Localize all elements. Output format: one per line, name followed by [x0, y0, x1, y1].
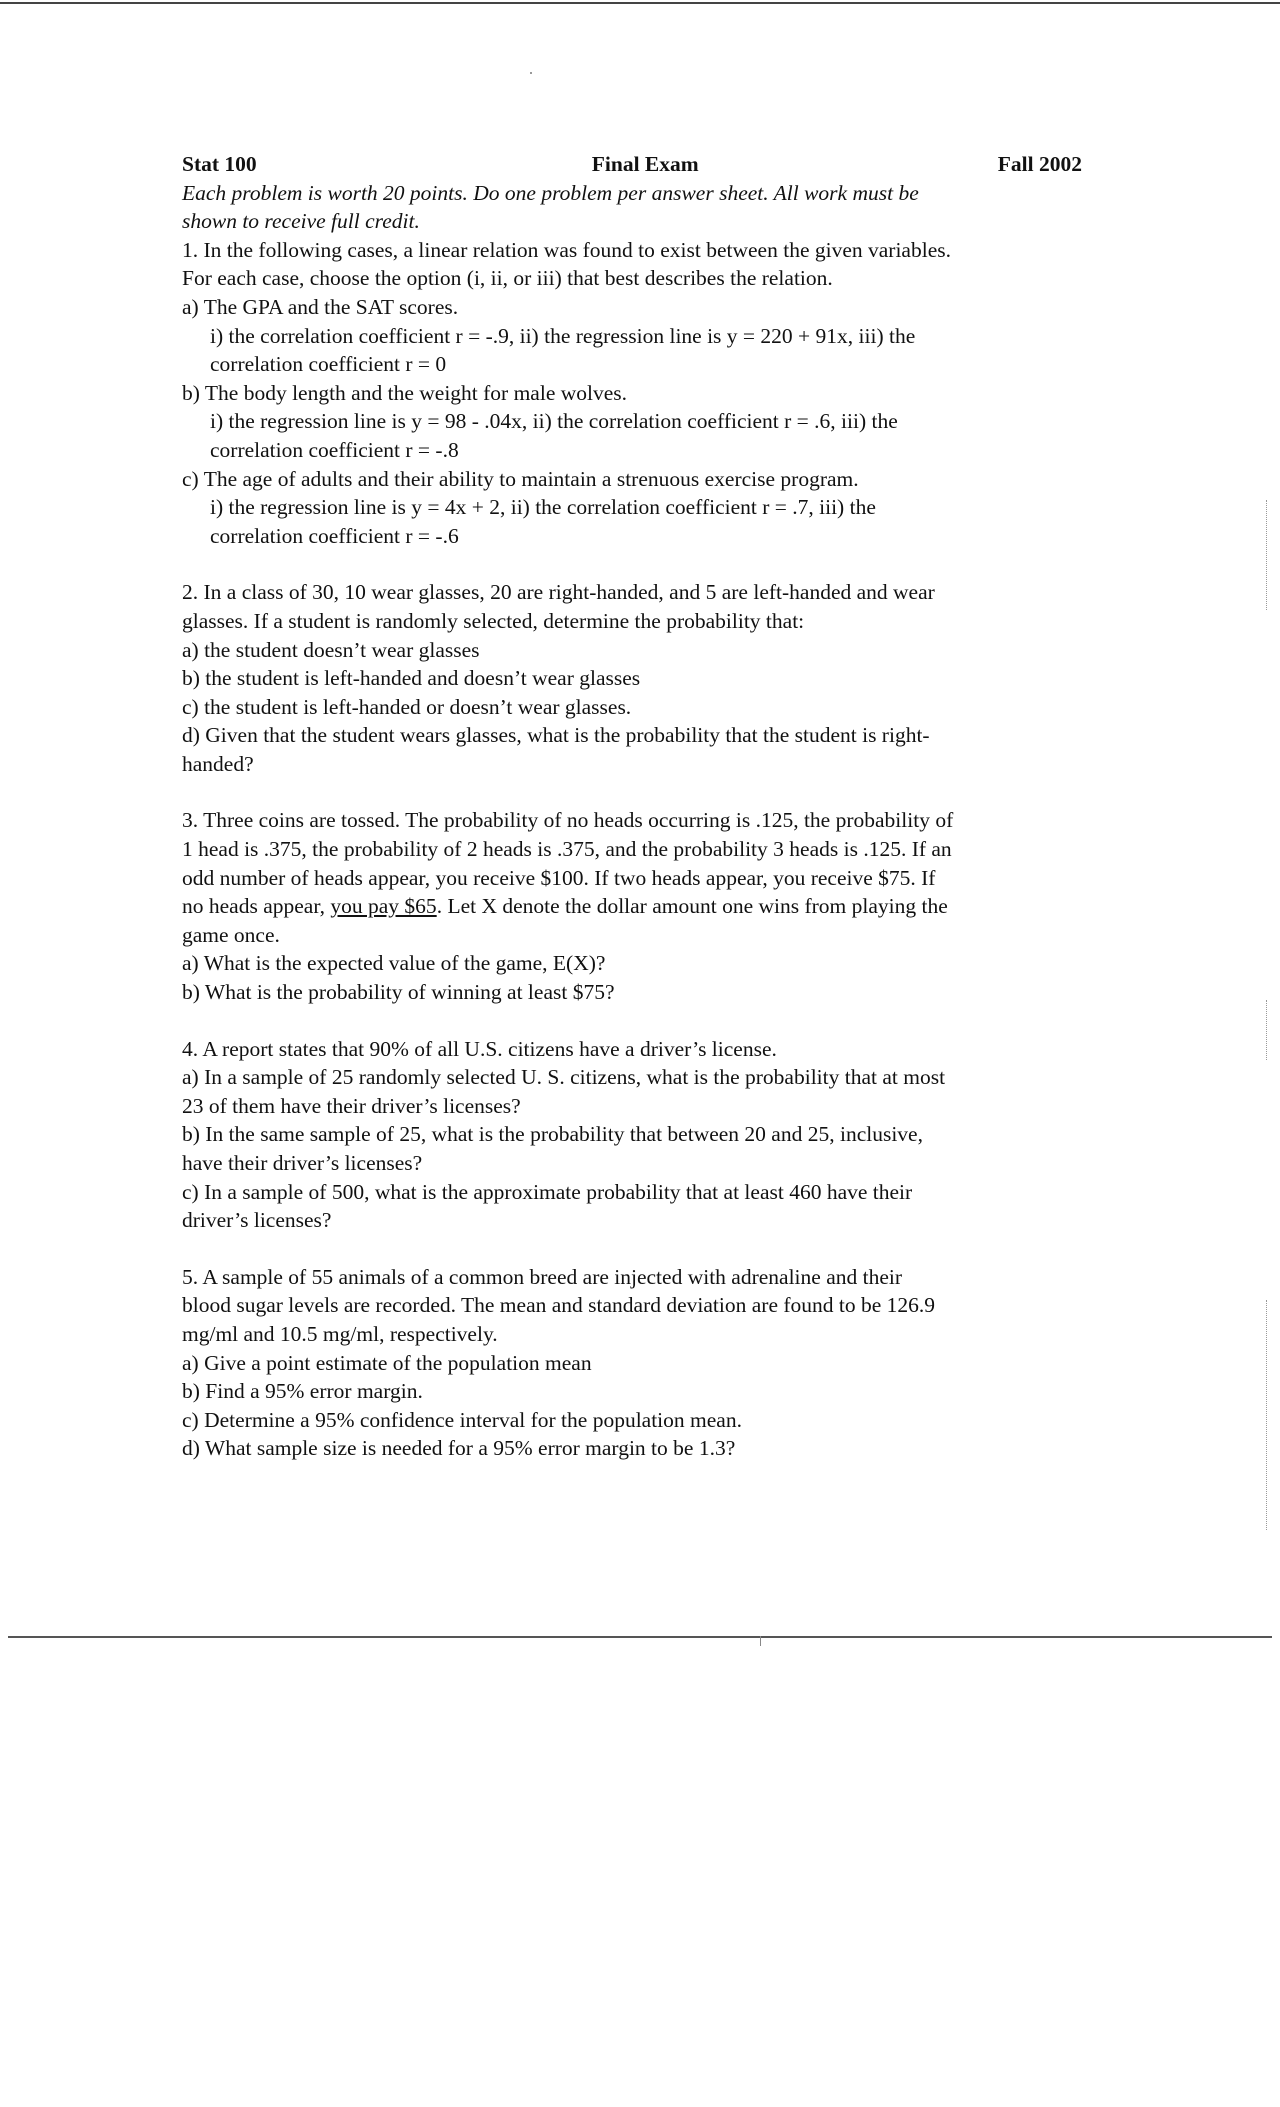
- question-part: b) the student is left-handed and doesn’t wear glasses: [182, 666, 641, 691]
- question-stem: 2. In a class of 30, 10 wear glasses, 20 are right-handed, and 5 are left-handed and wear: [182, 580, 935, 605]
- stem-text: . Let X denote the dollar amount one wins from playing the: [436, 894, 948, 919]
- underlined-text: you pay $65: [330, 894, 437, 919]
- question-1: [182, 236, 1082, 551]
- question-stem: For each case, choose the option (i, ii, or iii) that best describes the relation.: [182, 266, 833, 291]
- question-part: d) Given that the student wears glasses, what is the probability that the student is right-: [182, 723, 930, 748]
- question-stem: blood sugar levels are recorded. The mean and standard deviation are found to be 126.9: [182, 1293, 936, 1318]
- instructions-line: Each problem is worth 20 points. Do one problem per answer sheet. All work must be: [182, 180, 919, 205]
- margin-scan-dots: [1266, 1300, 1268, 1530]
- margin-scan-dots: [1266, 1000, 1268, 1060]
- course-name: Stat 100: [182, 152, 257, 176]
- part-options: i) the regression line is y = 4x + 2, ii) the correlation coefficient r = .7, iii) the: [210, 495, 876, 520]
- part-options: i) the correlation coefficient r = -.9, ii) the regression line is y = 220 + 91x, iii) the: [210, 323, 916, 348]
- question-part: c) Determine a 95% confidence interval for the population mean.: [182, 1407, 742, 1432]
- part-options: correlation coefficient r = -.8: [210, 437, 459, 462]
- question-stem: glasses. If a student is randomly selected, determine the probability that:: [182, 608, 805, 633]
- instructions-line: shown to receive full credit.: [182, 209, 420, 234]
- part-label: a) The GPA and the SAT scores.: [182, 294, 459, 319]
- exam-header: [182, 150, 1082, 179]
- margin-scan-dots: [1266, 500, 1268, 610]
- question-3: [182, 806, 1082, 1006]
- question-stem: 5. A sample of 55 animals of a common breed are injected with adrenaline and their: [182, 1264, 903, 1289]
- question-4: [182, 1035, 1082, 1235]
- question-part: c) In a sample of 500, what is the approximate probability that at least 460 have their: [182, 1179, 913, 1204]
- question-part: b) What is the probability of winning at least $75?: [182, 980, 615, 1005]
- question-stem: mg/ml and 10.5 mg/ml, respectively.: [182, 1321, 498, 1346]
- part-options: correlation coefficient r = -.6: [210, 523, 459, 548]
- top-scan-rule: [0, 2, 1280, 4]
- question-part: a) Give a point estimate of the population mean: [182, 1350, 592, 1375]
- question-part: 23 of them have their driver’s licenses?: [182, 1093, 521, 1118]
- question-part: handed?: [182, 751, 254, 776]
- question-stem: 4. A report states that 90% of all U.S. citizens have a driver’s license.: [182, 1036, 777, 1061]
- question-part: driver’s licenses?: [182, 1208, 332, 1233]
- question-part: a) In a sample of 25 randomly selected U. S. citizens, what is the probability that at most: [182, 1065, 946, 1090]
- part-options: correlation coefficient r = 0: [210, 352, 447, 377]
- bottom-scan-rule: [8, 1636, 1272, 1638]
- exam-title: Final Exam: [591, 152, 699, 176]
- question-stem: [182, 892, 1082, 921]
- question-part: b) Find a 95% error margin.: [182, 1379, 423, 1404]
- question-part: have their driver’s licenses?: [182, 1151, 423, 1175]
- question-stem: 1 head is .375, the probability of 2 heads is .375, and the probability 3 heads is .125. If an: [182, 837, 952, 862]
- question-stem: 3. Three coins are tossed. The probability of no heads occurring is .125, the probability of: [182, 808, 954, 833]
- question-5: [182, 1263, 1082, 1463]
- stem-text: no heads appear,: [182, 894, 331, 919]
- question-2: [182, 578, 1082, 778]
- part-label: c) The age of adults and their ability to maintain a strenuous exercise program.: [182, 466, 859, 491]
- question-part: b) In the same sample of 25, what is the probability that between 20 and 25, inclusive,: [182, 1122, 923, 1147]
- question-part: a) What is the expected value of the game, E(X)?: [182, 951, 606, 976]
- exam-page: [182, 150, 1082, 1463]
- question-stem: odd number of heads appear, you receive $100. If two heads appear, you receive $75. If: [182, 865, 936, 890]
- question-part: c) the student is left-handed or doesn’t wear glasses.: [182, 694, 632, 719]
- part-options: i) the regression line is y = 98 - .04x, ii) the correlation coefficient r = .6, iii) the: [210, 409, 898, 434]
- exam-term: Fall 2002: [997, 152, 1082, 176]
- part-label: b) The body length and the weight for male wolves.: [182, 380, 628, 405]
- scan-tick-mark: [760, 1636, 761, 1646]
- question-stem: 1. In the following cases, a linear relation was found to exist between the given variables.: [182, 237, 951, 262]
- scan-speck: [530, 72, 532, 74]
- question-part: d) What sample size is needed for a 95% error margin to be 1.3?: [182, 1436, 736, 1461]
- question-stem: game once.: [182, 922, 280, 947]
- question-part: a) the student doesn’t wear glasses: [182, 637, 480, 662]
